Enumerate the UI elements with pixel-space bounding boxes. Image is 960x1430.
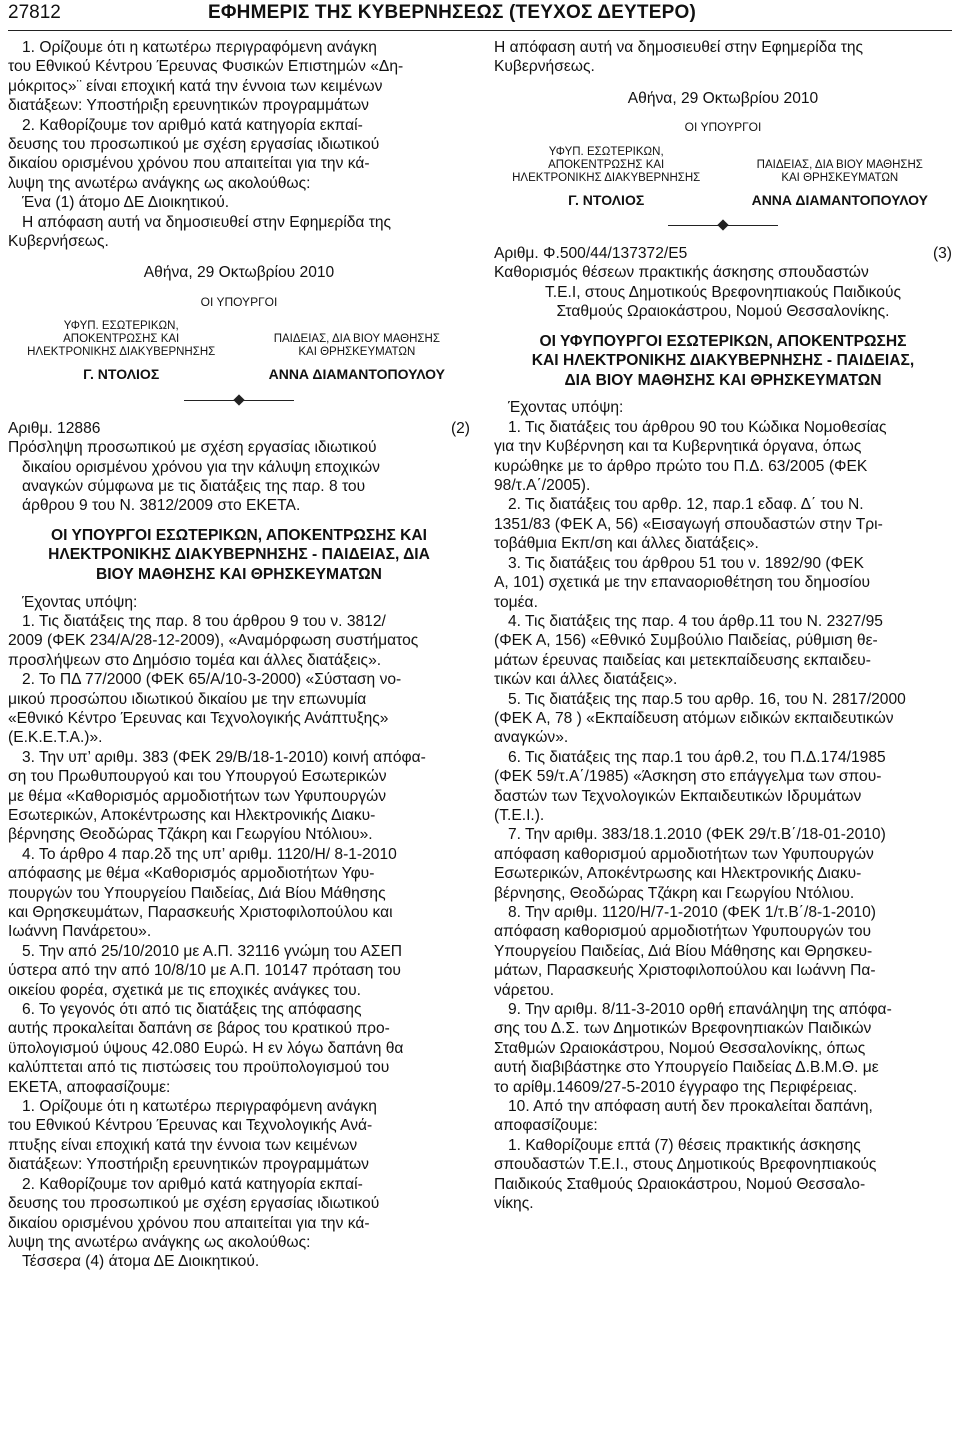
text-line: (ΦΕΚ Α, 78 ) «Εκπαίδευση ατόμων ειδικών εκπαιδευτικών <box>494 709 894 727</box>
text-line: (Τ.Ε.Ι.). <box>494 806 545 824</box>
right-body <box>494 418 952 1214</box>
text-line: Τ.Ε.Ι, στους Δημοτικούς Βρεφονηπιακούς Παιδικούς <box>544 283 901 301</box>
text-line: 2009 (ΦΕΚ 234/Α/28-12-2009), «Αναμόρφωση συστήματος <box>8 632 419 650</box>
text-line: δικαίου ορισμένου χρόνου για την κάλυψη εποχικών <box>22 458 380 476</box>
text-line: σης του Δ.Σ. των Δημοτικών Βρεφονηπιακών Παιδικών <box>494 1020 872 1038</box>
text-line: βέρνησης, Θεοδώρας Τζάκρη και Γεωργίου Ντόλιου. <box>494 884 855 902</box>
text-line: 6. Το γεγονός ότι από τις διατάξεις της απόφασης <box>22 1001 362 1019</box>
text-line: 4. Το άρθρο 4 παρ.2δ της υπ’ αριθμ. 1120/Η/ 8-1-2010 <box>22 845 397 863</box>
place-date: Αθήνα, 29 Οκτωβρίου 2010 <box>143 264 335 282</box>
ministers-label: ΟΙ ΥΠΟΥΡΓΟΙ <box>684 120 762 135</box>
text-line: 1. Τις διατάξεις του άρθρου 90 του Κώδικα Νομοθεσίας <box>508 418 887 436</box>
text-line: δαστών των Τεχνολογικών Εκπαιδευτικών Ιδρυμάτων <box>494 787 862 805</box>
signature-name-right: ΑΝΝΑ ΔΙΑΜΑΝΤΟΠΟΥΛΟΥ <box>751 191 928 208</box>
text-line: του Εθνικού Κέντρου Έρευνας Φυσικών Επιστημών «Δη- <box>8 58 404 76</box>
text-line: ΒΙΟΥ ΜΑΘΗΣΗΣ ΚΑΙ ΘΡΗΣΚΕΥΜΑΤΩΝ <box>96 565 382 583</box>
page-number: 27812 <box>8 2 61 23</box>
text-line: νάρετου. <box>494 981 555 999</box>
text-line: ΠΑΙΔΕΙΑΣ, ΔΙΑ ΒΙΟΥ ΜΑΘΗΣΗΣ <box>273 333 440 346</box>
text-line: Παιδικούς Σταθμούς Ωραιοκάστρου, Νομού Θεσσαλο- <box>494 1175 866 1193</box>
text-line: διατάξεων: Υποστήριξη ερευνητικών προγραμμάτων <box>8 97 369 115</box>
text-line: αποφασίζουμε: <box>494 1117 598 1135</box>
text-line: 3. Τις διατάξεις του άρθρου 51 του ν. 1892/90 (ΦΕΚ <box>508 554 864 572</box>
having-regard: Έχοντας υπόψη: <box>22 593 138 611</box>
text-line: 2. Καθορίζουμε τον αριθμό κατά κατηγορία εκπαί- <box>22 116 363 134</box>
text-line: ϋπολογισμού ύψους 42.080 Ευρώ. Η εν λόγω δαπάνη θα <box>8 1039 404 1057</box>
text-line: 10. Από την απόφαση αυτή δεν προκαλείται δαπάνη, <box>508 1098 873 1116</box>
text-line: απόφαση καθορισμού αρμοδιοτήτων των Υφυπουργών <box>494 845 874 863</box>
ministers-heading <box>494 332 952 391</box>
text-line: 5. Την από 25/10/2010 με Α.Π. 32116 γνώμη του ΑΣΕΠ <box>22 942 403 960</box>
text-line: με θέμα «Καθορισμός αρμοδιοτήτων των Υφυπουργών <box>8 787 387 805</box>
text-line: 3. Την υπ’ αριθμ. 383 (ΦΕΚ 29/Β/18-1-2010) κοινή απόφα- <box>22 748 426 766</box>
signature-names <box>494 191 952 210</box>
text-line: αυτής προκαλείται δαπάνη σε βάρος του κρατικού προ- <box>8 1020 390 1038</box>
text-line: Υπουργείου Παιδείας, Διά Βίου Μάθησης και Θρησκευ- <box>494 942 873 960</box>
section-divider <box>494 216 952 236</box>
text-line: δευσης του προσωπικού με σχέση εργασίας ιδιωτικού <box>8 136 380 154</box>
text-line: προσλήψεων στο Δημόσιο τομέα και άλλες διατάξεις». <box>8 651 382 669</box>
text-line: 9. Την αριθμ. 8/11-3-2010 ορθή επανάληψη της απόφα- <box>508 1001 892 1019</box>
text-line: (ΦΕΚ Α, 156) «Εθνικό Συμβούλιο Παιδείας, ρύθμιση θε- <box>494 632 878 650</box>
text-line: ΗΛΕΚΤΡΟΝΙΚΗΣ ΔΙΑΚΥΒΕΡΝΗΣΗΣ <box>512 171 701 184</box>
text-line: τοβάθμια Εκπ/ση και άλλες διατάξεις». <box>494 535 759 553</box>
text-line: βέρνησης Θεοδώρας Τζάκρη και Γεωργίου Ντόλιου». <box>8 826 373 844</box>
signature-titles <box>8 320 470 359</box>
text-line: Καθορισμός θέσεων πρακτικής άσκησης σπουδαστών <box>494 264 869 282</box>
text-line: τικών και άλλες διατάξεις». <box>494 671 678 689</box>
text-line: Σταθμών Ωραιοκάστρου, Νομού Θεσσαλονίκης, όπως <box>494 1039 866 1057</box>
text-line: 8. Την αριθμ. 1120/Η/7-1-2010 (ΦΕΚ 1/τ.Β΄/8-1-2010) <box>508 904 876 921</box>
diamond-icon <box>233 394 244 405</box>
text-line: οικείου φορέα, σχετικά με τις εποχικές ανάγκες του. <box>8 981 361 999</box>
decision-title <box>494 263 952 321</box>
decision-number: Αριθμ. 12886 <box>8 419 101 437</box>
left-column <box>8 38 470 1272</box>
text-line: Ιωάννη Πανάρετου». <box>8 923 152 941</box>
text-line: (ΦΕΚ 59/τ.Α΄/1985) «Άσκηση στο επάγγελμα των σπου- <box>494 768 882 786</box>
signature-title-right <box>728 146 952 185</box>
text-line: λυψη της ανωτέρω ανάγκης ως ακολούθως: <box>8 1233 311 1251</box>
text-line: Εσωτερικών, Αποκέντρωσης και Ηλεκτρονικής Διακυ- <box>8 806 376 824</box>
text-line: ΟΙ ΥΠΟΥΡΓΟΙ ΕΣΩΤΕΡΙΚΩΝ, ΑΠΟΚΕΝΤΡΩΣΗΣ ΚΑΙ <box>50 526 428 544</box>
text-line: Η απόφαση αυτή να δημοσιευθεί στην Εφημερίδα της <box>22 213 392 231</box>
decision-number: Αριθμ. Φ.500/44/137372/Ε5 <box>494 245 688 263</box>
text-line: ΚΑΙ ΗΛΕΚΤΡΟΝΙΚΗΣ ΔΙΑΚΥΒΕΡΝΗΣΗΣ - ΠΑΙΔΕΙΑΣ, <box>531 352 915 370</box>
text-line: κυρώθηκε με το άρθρο πρώτο του Π.Δ. 63/2005 (ΦΕΚ <box>494 457 868 475</box>
text-line: ύστερα από την από 10/8/10 με Α.Π. 10147 πρόταση του <box>8 962 401 980</box>
signature-name-left: Γ. ΝΤΟΛΙΟΣ <box>83 366 160 383</box>
text-line: δικαίου ορισμένου χρόνου που απαιτείται για την κά- <box>8 1214 370 1232</box>
text-line: ΚΑΙ ΘΡΗΣΚΕΥΜΑΤΩΝ <box>298 346 416 359</box>
ministers-label: ΟΙ ΥΠΟΥΡΓΟΙ <box>200 294 278 309</box>
text-line: καλύπτεται από τις πιστώσεις του προϋπολογισμού του <box>8 1059 390 1077</box>
gazette-title: ΕΦΗΜΕΡΙΣ ΤΗΣ ΚΥΒΕΡΝΗΣΕΩΣ (ΤΕΥΧΟΣ ΔΕΥΤΕΡΟ) <box>208 2 696 23</box>
text-line: 2. Καθορίζουμε τον αριθμό κατά κατηγορία εκπαί- <box>22 1175 363 1193</box>
text-line: αναγκών». <box>494 729 569 747</box>
text-line: πουργών του Υπουργείου Παιδείας, Διά Βίου Μάθησης <box>8 884 386 902</box>
left-body <box>8 612 470 1272</box>
text-line: ΕΚΕΤΑ, αποφασίζουμε: <box>8 1078 171 1096</box>
text-line: λυψη της ανωτέρω ανάγκης ως ακολούθως: <box>8 174 311 192</box>
text-line: το αρίθμ.14609/27-5-2010 έγγραφο της Περιφέρειας. <box>494 1078 858 1096</box>
text-line: αναγκών σύμφωνα με τις διατάξεις της παρ. 8 του <box>22 477 366 495</box>
text-line: Τέσσερα (4) άτομα ΔΕ Διοικητικού. <box>22 1253 260 1271</box>
text-line: 1. Τις διατάξεις της παρ. 8 του άρθρου 9 του ν. 3812/ <box>22 612 386 630</box>
text-line: Πρόσληψη προσωπικού με σχέση εργασίας ιδιωτικού <box>8 439 377 457</box>
text-line: 2. Το ΠΔ 77/2000 (ΦΕΚ 65/Α/10-3-2000) «Σύσταση νο- <box>22 671 402 689</box>
text-line: μάτων έρευνας παιδείας και μετεκπαίδευσης εκπαιδευ- <box>494 651 871 669</box>
text-line: νίκης. <box>494 1195 534 1213</box>
text-line: πτυξης είναι εποχική κατά την έννοια των κειμένων <box>8 1136 358 1154</box>
text-line: Η απόφαση αυτή να δημοσιευθεί στην Εφημερίδα της <box>494 39 864 56</box>
text-line: άρθρου 9 του Ν. 3812/2009 στο ΕΚΕΤΑ. <box>22 497 301 515</box>
text-line: 1. Ορίζουμε ότι η κατωτέρω περιγραφόμενη ανάγκη <box>22 39 377 56</box>
text-line: 98/τ.Α΄/2005). <box>494 477 591 495</box>
signature-names <box>8 365 470 384</box>
diamond-icon <box>717 219 728 230</box>
text-line: δευσης του προσωπικού με σχέση εργασίας ιδιωτικού <box>8 1195 380 1213</box>
text-line: απόφαση καθορισμού αρμοδιοτήτων Υφυπουργών του <box>494 923 872 941</box>
text-line: απόφασης με θέμα «Καθορισμός αρμοδιοτήτων Υφυ- <box>8 865 375 883</box>
text-line: μόκριτος»¨ είναι εποχική κατά την έννοια των κειμένων <box>8 77 383 95</box>
decision-index: (2) <box>450 419 470 437</box>
text-line: (Ε.Κ.Ε.Τ.Α.)». <box>8 729 103 747</box>
text-line: 1351/83 (ΦΕΚ Α, 56) «Εισαγωγή σπουδαστών στην Τρι- <box>494 515 883 533</box>
decision-number-row <box>8 419 470 438</box>
text-line: ΗΛΕΚΤΡΟΝΙΚΗΣ ΔΙΑΚΥΒΕΡΝΗΣΗΣ <box>27 346 216 359</box>
signature-name-right: ΑΝΝΑ ΔΙΑΜΑΝΤΟΠΟΥΛΟΥ <box>268 366 446 383</box>
page-header <box>8 0 952 31</box>
text-line: ΗΛΕΚΤΡΟΝΙΚΗΣ ΔΙΑΚΥΒΕΡΝΗΣΗΣ - ΠΑΙΔΕΙΑΣ, ΔΙΑ <box>48 546 430 564</box>
text-line: αυτή διαβιβάστηκε στο Υπουργείο Παιδείας Δ.Β.Μ.Θ. με <box>494 1059 879 1077</box>
left-item2 <box>8 116 470 252</box>
text-line: Ένα (1) άτομο ΔΕ Διοικητικού. <box>22 194 230 212</box>
ministers-heading <box>8 526 470 585</box>
text-line: μικού προσώπου ιδιωτικού δικαίου με την επωνυμία <box>8 690 367 708</box>
text-line: ση του Πρωθυπουργού και του Υπουργού Εσωτερικών <box>8 768 387 786</box>
text-line: ΑΠΟΚΕΝΤΡΩΣΗΣ ΚΑΙ <box>63 333 180 346</box>
decision-index: (3) <box>932 245 952 263</box>
signature-title-left <box>494 146 718 185</box>
decision-number-row <box>494 244 952 263</box>
text-line: ΥΦΥΠ. ΕΣΩΤΕΡΙΚΩΝ, <box>548 145 664 158</box>
text-line: για την Κυβέρνηση και τα Κυβερνητικά όργανα, όπως <box>494 438 862 456</box>
text-line: «Εθνικό Κέντρο Έρευνας και Τεχνολογικής Ανάπτυξης» <box>8 709 389 727</box>
text-line: σπουδαστών Τ.Ε.Ι., στους Δημοτικούς Βρεφονηπιακούς <box>494 1156 877 1174</box>
text-line: Κυβερνήσεως. <box>8 233 109 251</box>
place-date: Αθήνα, 29 Οκτωβρίου 2010 <box>627 89 819 107</box>
text-line: ΥΦΥΠ. ΕΣΩΤΕΡΙΚΩΝ, <box>63 320 179 333</box>
text-line: 5. Τις διατάξεις της παρ.5 του αρθρ. 16, του Ν. 2817/2000 <box>508 690 906 708</box>
text-line: Κυβερνήσεως. <box>494 58 595 76</box>
text-line: 2. Τις διατάξεις του αρθρ. 12, παρ.1 εδαφ. Δ΄ του Ν. <box>508 496 864 514</box>
text-line: δικαίου ορισμένου χρόνου που απαιτείται για την κά- <box>8 155 370 173</box>
text-line: ΑΠΟΚΕΝΤΡΩΣΗΣ ΚΑΙ <box>548 158 665 171</box>
text-line: 6. Τις διατάξεις της παρ.1 του άρθ.2, του Π.Δ.174/1985 <box>508 748 886 766</box>
having-regard: Έχοντας υπόψη: <box>508 399 624 417</box>
text-line: Α, 101) σχετικά με την επαναοριοθέτηση του δημοσίου <box>494 574 871 592</box>
text-line: και Θρησκευμάτων, Παρασκευής Χριστοφιλοπούλου και <box>8 904 393 921</box>
right-publish <box>494 38 952 77</box>
text-line: του Εθνικού Κέντρου Έρευνας και Τεχνολογικής Ανά- <box>8 1117 373 1135</box>
section-divider <box>8 391 470 411</box>
text-line: ΟΙ ΥΦΥΠΟΥΡΓΟΙ ΕΣΩΤΕΡΙΚΩΝ, ΑΠΟΚΕΝΤΡΩΣΗΣ <box>539 332 907 350</box>
decision-title <box>8 438 470 516</box>
signature-title-right <box>244 320 470 359</box>
signature-title-left <box>8 320 234 359</box>
left-item1 <box>8 38 470 116</box>
text-line: 4. Τις διατάξεις της παρ. 4 του άρθρ.11 του Ν. 2327/95 <box>508 612 883 630</box>
text-line: 7. Την αριθμ. 383/18.1.2010 (ΦΕΚ 29/τ.Β΄/18-01-2010) <box>508 826 886 844</box>
text-line: ΔΙΑ ΒΙΟΥ ΜΑΘΗΣΗΣ ΚΑΙ ΘΡΗΣΚΕΥΜΑΤΩΝ <box>564 371 882 389</box>
text-line: 1. Καθορίζουμε επτά (7) θέσεις πρακτικής άσκησης <box>508 1136 861 1154</box>
text-line: Εσωτερικών, Αποκέντρωσης και Ηλεκτρονικής Διακυ- <box>494 865 862 883</box>
text-line: 1. Ορίζουμε ότι η κατωτέρω περιγραφόμενη ανάγκη <box>22 1098 377 1116</box>
text-line: ΚΑΙ ΘΡΗΣΚΕΥΜΑΤΩΝ <box>781 171 899 184</box>
right-column <box>494 38 952 1214</box>
signature-titles <box>494 146 952 185</box>
text-line: ΠΑΙΔΕΙΑΣ, ΔΙΑ ΒΙΟΥ ΜΑΘΗΣΗΣ <box>756 158 923 171</box>
signature-name-left: Γ. ΝΤΟΛΙΟΣ <box>568 191 645 208</box>
text-line: τομέα. <box>494 593 538 611</box>
text-line: διατάξεων: Υποστήριξη ερευνητικών προγραμμάτων <box>8 1156 369 1174</box>
text-line: μάτων, Παρασκευής Χριστοφιλοπούλου και Ιωάννη Πα- <box>494 962 876 980</box>
text-line: Σταθμούς Ωραιοκάστρου, Νομού Θεσσαλονίκης. <box>556 303 890 321</box>
